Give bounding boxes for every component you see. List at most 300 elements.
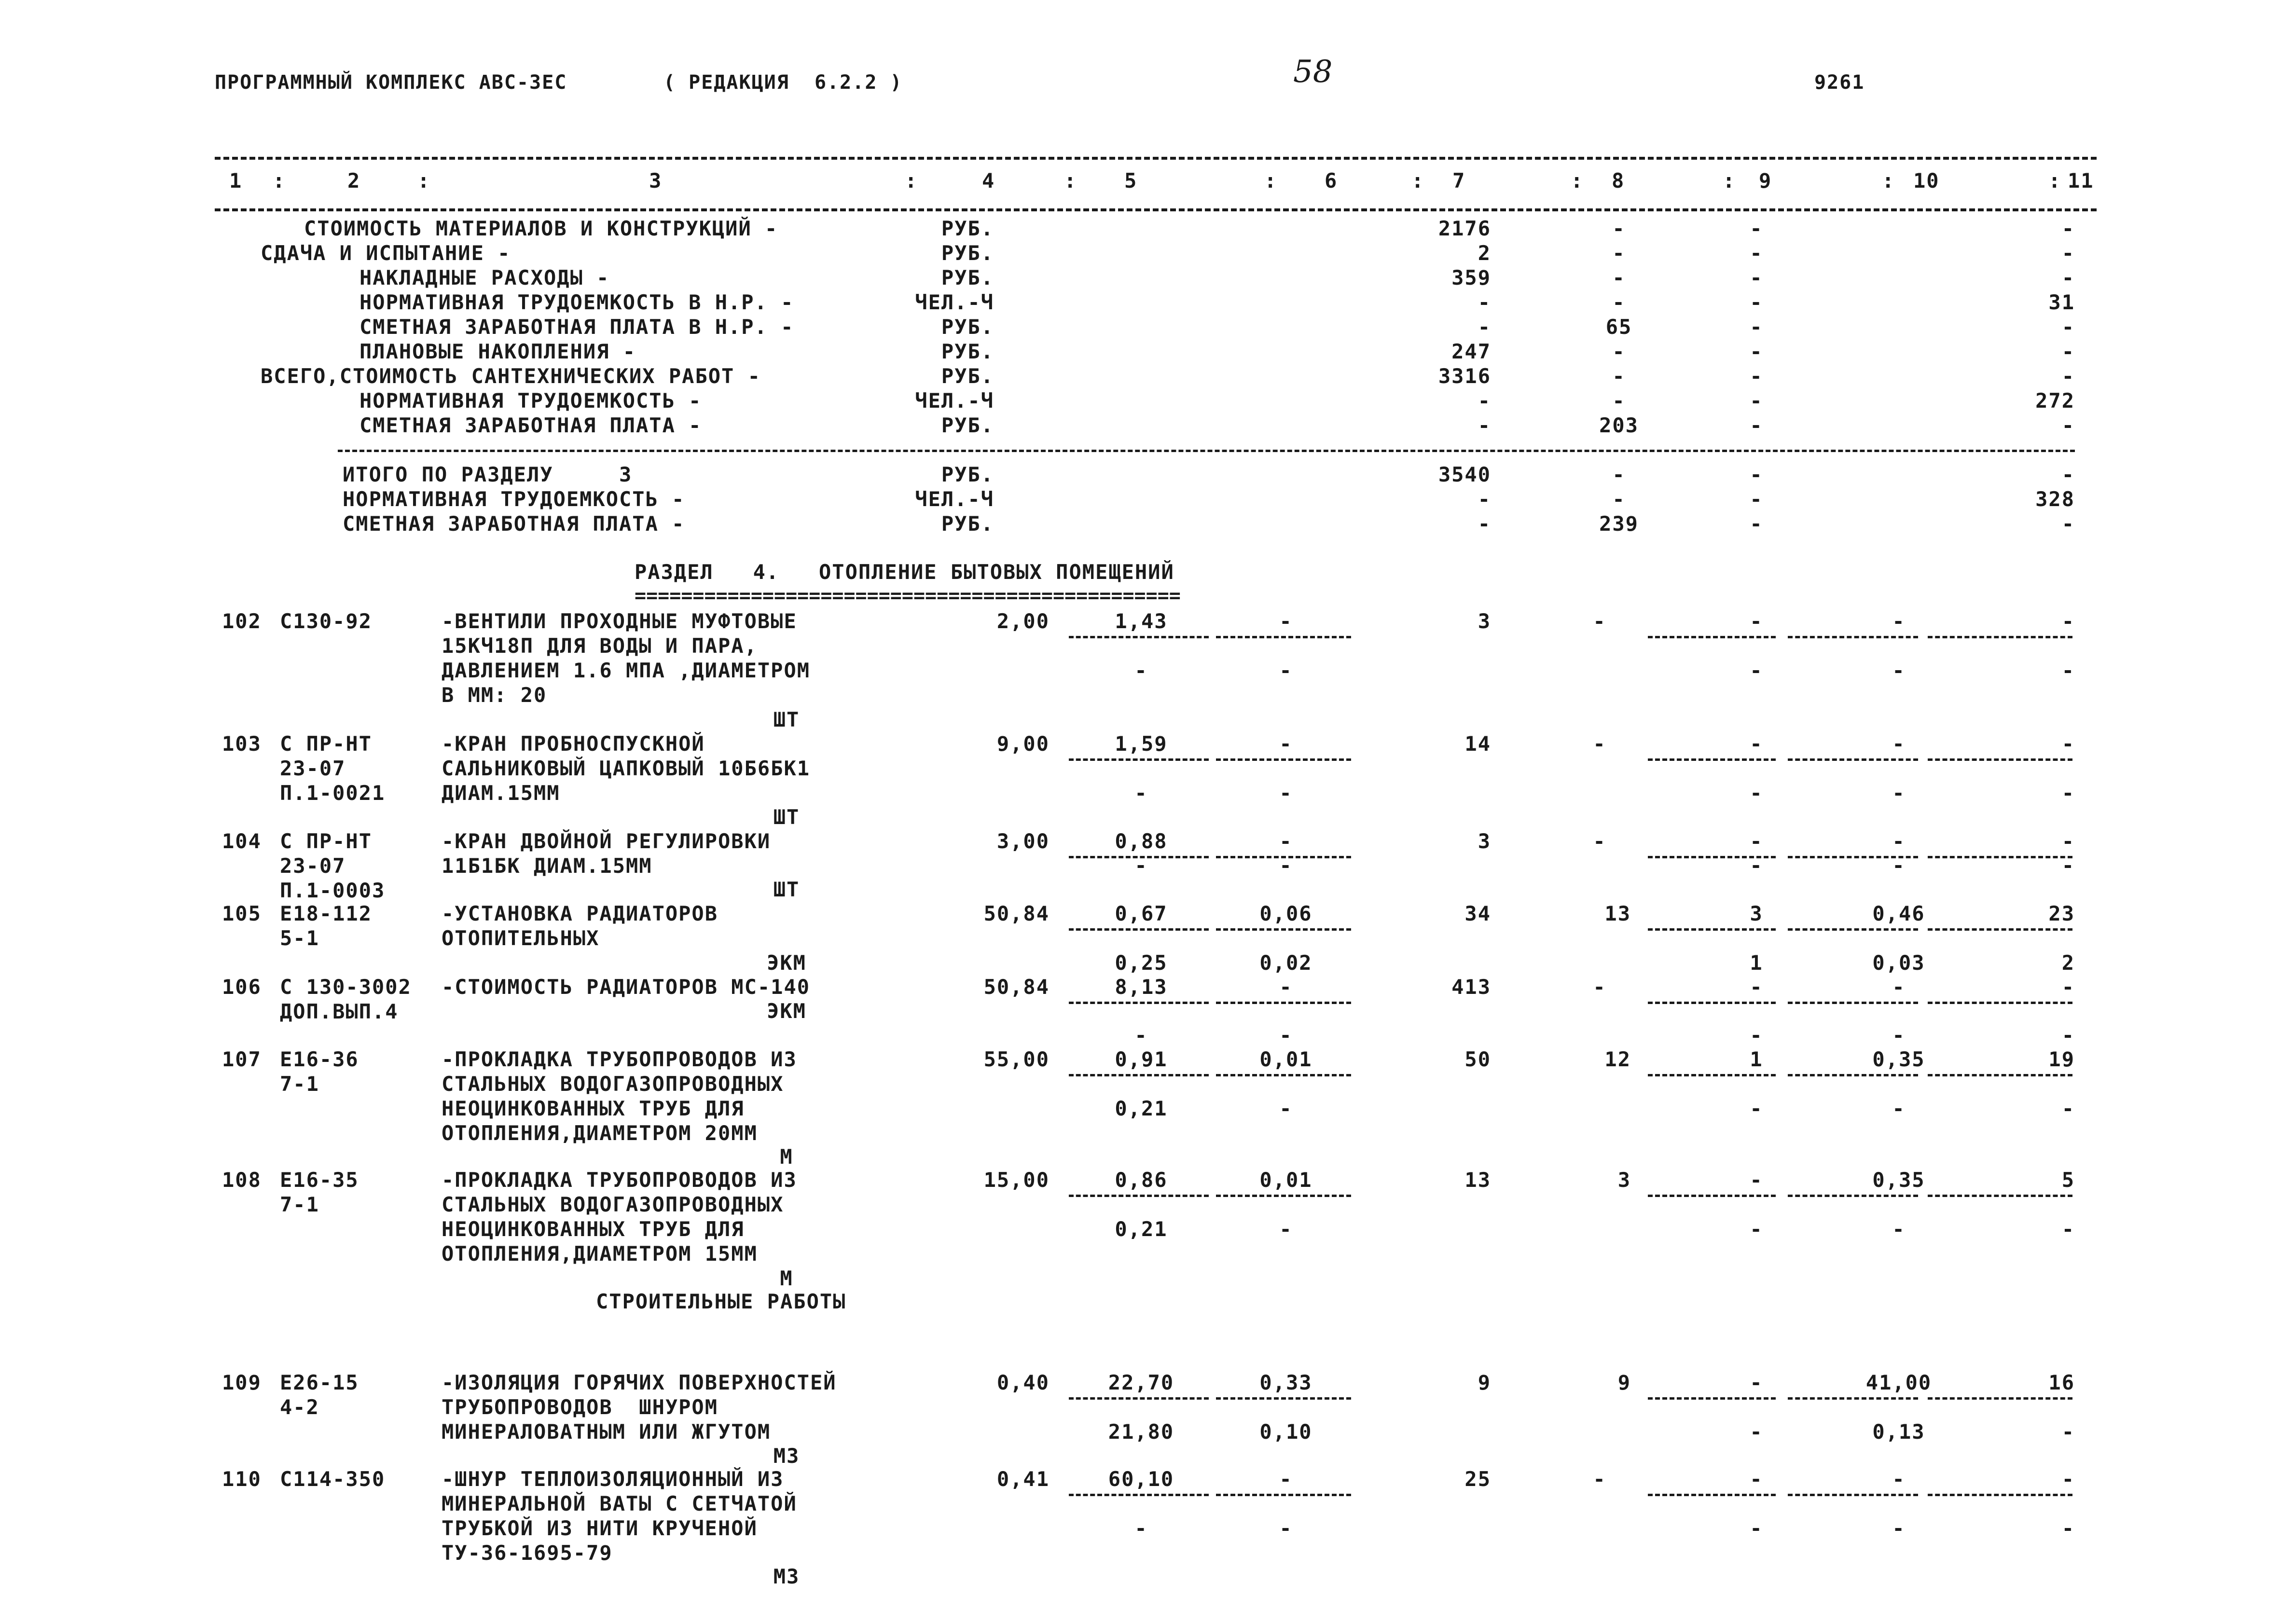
item-labor-total-lower: - (2061, 1420, 2075, 1444)
summary-label: СДАЧА И ИСПЫТАНИЕ - (261, 241, 511, 265)
item-unit-machine: 0,01 (1259, 1168, 1312, 1192)
summary-label: НОРМАТИВНАЯ ТРУДОЕМКОСТЬ В Н.Р. - (359, 290, 794, 314)
item-total-machine: - (1750, 732, 1763, 756)
column-separator: : (1064, 169, 1077, 193)
item-total-machine: - (1750, 1371, 1763, 1394)
item-unit: ЭКМ (767, 951, 806, 975)
cell-divider-line (1788, 1397, 1918, 1400)
item-unit-machine: 0,33 (1259, 1371, 1312, 1394)
item-unit-machine-wage: - (1279, 1217, 1293, 1241)
item-unit-cost: 0,67 (1115, 902, 1168, 925)
summary-cost: - (1478, 290, 1491, 314)
item-unit: М (780, 1145, 793, 1169)
total-unit: ЧЕЛ.-Ч (915, 487, 994, 511)
item-total-cost: 14 (1464, 732, 1491, 756)
item-total-machine-wage: - (1750, 1420, 1763, 1444)
summary-labor: - (2061, 315, 2075, 339)
summary-cost: 359 (1451, 266, 1491, 289)
item-description: СТАЛЬНЫХ ВОДОГАЗОПРОВОДНЫХ (442, 1072, 784, 1096)
summary-unit: РУБ. (941, 340, 994, 363)
column-header-4: 4 (982, 169, 995, 193)
item-total-wage: - (1593, 609, 1606, 633)
item-quantity: 50,84 (983, 902, 1050, 925)
summary-unit: РУБ. (941, 364, 994, 388)
cell-divider-line (1928, 758, 2072, 761)
item-total-machine: - (1750, 829, 1763, 853)
column-header-1: 1 (229, 169, 243, 193)
item-description: -КРАН ДВОЙНОЙ РЕГУЛИРОВКИ (442, 829, 771, 853)
cell-divider-line (1648, 1195, 1776, 1197)
summary-unit: РУБ. (941, 413, 994, 437)
total-label: НОРМАТИВНАЯ ТРУДОЕМКОСТЬ - (343, 487, 685, 511)
summary-label: СТОИМОСТЬ МАТЕРИАЛОВ И КОНСТРУКЦИЙ - (304, 217, 778, 240)
item-labor-unit: - (1892, 975, 1906, 999)
summary-labor: - (2061, 413, 2075, 437)
summary-cost: 3316 (1438, 364, 1491, 388)
total-labor: - (2061, 512, 2075, 536)
summary-unit: РУБ. (941, 266, 994, 289)
item-labor-unit: - (1892, 609, 1906, 633)
item-quantity: 55,00 (983, 1047, 1050, 1071)
item-description: 15КЧ18П ДЛЯ ВОДЫ И ПАРА, (442, 634, 758, 658)
column-header-10: 10 (1913, 169, 1940, 193)
summary-wage: - (1612, 340, 1626, 363)
item-total-machine-wage: - (1750, 1097, 1763, 1120)
item-labor-total: - (2061, 732, 2075, 756)
edition-label: ( РЕДАКЦИЯ 6.2.2 ) (663, 71, 903, 94)
item-labor-unit-lower: 0,13 (1872, 1420, 1925, 1444)
item-unit-machine: 0,01 (1259, 1047, 1312, 1071)
item-labor-unit-lower: - (1892, 1097, 1906, 1120)
item-unit-cost: 0,88 (1115, 829, 1168, 853)
item-labor-total: - (2061, 975, 2075, 999)
item-total-cost: 3 (1478, 829, 1491, 853)
item-description: ОТОПЛЕНИЯ,ДИАМЕТРОМ 15ММ (442, 1242, 758, 1266)
column-separator: : (1264, 169, 1278, 193)
item-description: ДАВЛЕНИЕМ 1.6 МПА ,ДИАМЕТРОМ (442, 659, 811, 682)
cell-divider-line (1928, 1074, 2072, 1076)
total-unit: РУБ. (941, 512, 994, 536)
item-description: -ПРОКЛАДКА ТРУБОПРОВОДОВ ИЗ (442, 1047, 797, 1071)
column-separator: : (273, 169, 286, 193)
item-unit-machine: - (1279, 609, 1293, 633)
item-labor-unit: 0,46 (1872, 902, 1925, 925)
item-total-machine-wage: - (1750, 853, 1763, 877)
item-number: 104 (222, 829, 262, 853)
item-total-wage: 3 (1617, 1168, 1631, 1192)
table-top-rule (215, 157, 2097, 160)
item-unit: М3 (773, 1565, 800, 1588)
summary-label: СМЕТНАЯ ЗАРАБОТНАЯ ПЛАТА - (359, 413, 702, 437)
column-separator: : (905, 169, 918, 193)
item-quantity: 15,00 (983, 1168, 1050, 1192)
cell-divider-line (1788, 1074, 1918, 1076)
item-unit-wage: - (1134, 659, 1148, 682)
item-labor-total: - (2061, 829, 2075, 853)
summary-cost: 2 (1478, 241, 1491, 265)
cell-divider-line (1928, 928, 2072, 931)
cell-divider-line (1648, 758, 1776, 761)
item-total-machine-wage: 1 (1750, 951, 1763, 975)
item-rate-code: 7-1 (280, 1072, 319, 1096)
program-title: ПРОГРАММНЫЙ КОМПЛЕКС АВС-3ЕС (215, 71, 567, 94)
item-description: 11Б1БК ДИАМ.15ММ (442, 854, 652, 878)
item-unit-cost: 1,59 (1115, 732, 1168, 756)
total-label: ИТОГО ПО РАЗДЕЛУ 3 (343, 463, 633, 486)
item-labor-total: - (2061, 1467, 2075, 1491)
item-total-machine: - (1750, 1168, 1763, 1192)
page-number: 58 (1293, 54, 1333, 90)
summary-unit: РУБ. (941, 315, 994, 339)
item-rate-code: 4-2 (280, 1395, 319, 1419)
column-header-9: 9 (1759, 169, 1772, 193)
item-rate-code: 7-1 (280, 1193, 319, 1216)
summary-wage: - (1612, 290, 1626, 314)
item-unit: М3 (773, 1444, 800, 1468)
item-unit-cost: 22,70 (1108, 1371, 1174, 1394)
item-labor-unit-lower: - (1892, 1516, 1906, 1540)
total-wage: - (1612, 463, 1626, 486)
item-rate-code: 5-1 (280, 926, 319, 950)
item-unit-cost: 1,43 (1115, 609, 1168, 633)
summary-separator (338, 450, 2075, 452)
column-separator: : (1411, 169, 1425, 193)
item-unit-machine-wage: - (1279, 853, 1293, 877)
cell-divider-line (1216, 1397, 1351, 1400)
item-unit-wage: 21,80 (1108, 1420, 1174, 1444)
item-rate-code: Е16-36 (280, 1047, 359, 1071)
item-unit-machine: - (1279, 732, 1293, 756)
total-machine: - (1750, 512, 1763, 536)
item-unit: ЭКМ (767, 999, 806, 1023)
total-wage: - (1612, 487, 1626, 511)
item-labor-total-lower: - (2061, 853, 2075, 877)
item-quantity: 0,40 (996, 1371, 1050, 1394)
total-unit: РУБ. (941, 463, 994, 486)
summary-unit: ЧЕЛ.-Ч (915, 389, 994, 413)
summary-wage: - (1612, 389, 1626, 413)
item-labor-total: 19 (2048, 1047, 2075, 1071)
item-number: 110 (222, 1467, 262, 1491)
item-labor-total-lower: - (2061, 1516, 2075, 1540)
item-total-wage: 12 (1604, 1047, 1631, 1071)
item-number: 107 (222, 1047, 262, 1071)
item-description: ДИАМ.15ММ (442, 781, 560, 805)
item-description: -УСТАНОВКА РАДИАТОРОВ (442, 902, 718, 925)
summary-label: НОРМАТИВНАЯ ТРУДОЕМКОСТЬ - (359, 389, 702, 413)
summary-wage: 203 (1599, 413, 1639, 437)
column-separator: : (1723, 169, 1736, 193)
item-total-cost: 13 (1464, 1168, 1491, 1192)
item-total-machine: - (1750, 975, 1763, 999)
item-labor-unit-lower: - (1892, 781, 1906, 805)
cell-divider-line (1648, 928, 1776, 931)
cell-divider-line (1216, 636, 1351, 638)
summary-machine: - (1750, 241, 1763, 265)
item-unit-machine-wage: - (1279, 1516, 1293, 1540)
item-rate-code: 23-07 (280, 757, 346, 780)
cell-divider-line (1788, 1195, 1918, 1197)
item-total-cost: 3 (1478, 609, 1491, 633)
column-header-5: 5 (1124, 169, 1138, 193)
cell-divider-line (1928, 1195, 2072, 1197)
summary-cost: 247 (1451, 340, 1491, 363)
item-total-wage: - (1593, 975, 1606, 999)
item-rate-code: С ПР-НТ (280, 732, 373, 756)
item-unit-machine-wage: - (1279, 659, 1293, 682)
item-number: 102 (222, 609, 262, 633)
summary-machine: - (1750, 364, 1763, 388)
item-number: 108 (222, 1168, 262, 1192)
item-unit-machine-wage: - (1279, 1023, 1293, 1047)
cell-divider-line (1648, 1494, 1776, 1496)
item-rate-code: П.1-0003 (280, 879, 386, 902)
item-unit-wage: 0,21 (1115, 1217, 1168, 1241)
summary-labor: - (2061, 340, 2075, 363)
item-unit: ШТ (773, 878, 800, 901)
summary-machine: - (1750, 340, 1763, 363)
item-labor-unit: 0,35 (1872, 1047, 1925, 1071)
cell-divider-line (1216, 758, 1351, 761)
item-number: 109 (222, 1371, 262, 1394)
item-description: НЕОЦИНКОВАННЫХ ТРУБ ДЛЯ (442, 1097, 745, 1120)
summary-machine: - (1750, 217, 1763, 240)
cell-divider-line (1928, 1002, 2072, 1004)
item-unit: ШТ (773, 708, 800, 731)
item-total-machine-wage: - (1750, 781, 1763, 805)
cell-divider-line (1788, 928, 1918, 931)
total-machine: - (1750, 463, 1763, 486)
summary-machine: - (1750, 389, 1763, 413)
item-rate-code: Е18-112 (280, 902, 373, 925)
item-quantity: 3,00 (996, 829, 1050, 853)
column-header-3: 3 (649, 169, 663, 193)
item-total-machine: 3 (1750, 902, 1763, 925)
summary-label: ВСЕГО,СТОИМОСТЬ САНТЕХНИЧЕСКИХ РАБОТ - (261, 364, 761, 388)
column-header-row (215, 169, 2097, 198)
cell-divider-line (1069, 636, 1209, 638)
item-total-machine: - (1750, 609, 1763, 633)
column-header-rule (215, 208, 2097, 211)
summary-label: ПЛАНОВЫЕ НАКОПЛЕНИЯ - (359, 340, 636, 363)
item-labor-unit: 0,35 (1872, 1168, 1925, 1192)
item-labor-unit-lower: - (1892, 853, 1906, 877)
total-cost: 3540 (1438, 463, 1491, 486)
cell-divider-line (1648, 636, 1776, 638)
item-labor-unit-lower: - (1892, 1217, 1906, 1241)
cell-divider-line (1928, 1397, 2072, 1400)
column-header-11: 11 (2068, 169, 2094, 193)
item-description: -ШНУР ТЕПЛОИЗОЛЯЦИОННЫЙ ИЗ (442, 1467, 784, 1491)
total-cost: - (1478, 512, 1491, 536)
cell-divider-line (1788, 1494, 1918, 1496)
item-unit-wage: 0,21 (1115, 1097, 1168, 1120)
item-labor-total: - (2061, 609, 2075, 633)
summary-unit: РУБ. (941, 241, 994, 265)
item-rate-code: П.1-0021 (280, 781, 386, 805)
item-description: -КРАН ПРОБНОСПУСКНОЙ (442, 732, 705, 756)
item-rate-code: Е26-15 (280, 1371, 359, 1394)
column-separator: : (1882, 169, 1895, 193)
item-total-machine-wage: - (1750, 1023, 1763, 1047)
summary-wage: - (1612, 266, 1626, 289)
summary-machine: - (1750, 266, 1763, 289)
item-labor-total-lower: - (2061, 1097, 2075, 1120)
item-total-machine-wage: - (1750, 1217, 1763, 1241)
item-unit-machine-wage: - (1279, 781, 1293, 805)
item-number: 105 (222, 902, 262, 925)
item-total-wage: 13 (1604, 902, 1631, 925)
column-header-7: 7 (1452, 169, 1466, 193)
item-labor-total-lower: - (2061, 659, 2075, 682)
item-labor-unit-lower: 0,03 (1872, 951, 1925, 975)
item-total-wage: - (1593, 1467, 1606, 1491)
item-quantity: 2,00 (996, 609, 1050, 633)
item-unit-cost: 0,86 (1115, 1168, 1168, 1192)
section-underline: =============================================== (635, 585, 1181, 607)
summary-labor: 31 (2048, 290, 2075, 314)
summary-labor: - (2061, 241, 2075, 265)
cell-divider-line (1788, 758, 1918, 761)
item-description: -СТОИМОСТЬ РАДИАТОРОВ МС-140 (442, 975, 811, 999)
item-labor-total-lower: 2 (2061, 951, 2075, 975)
cell-divider-line (1069, 1074, 1209, 1076)
item-unit-cost: 60,10 (1108, 1467, 1174, 1491)
item-description: -ПРОКЛАДКА ТРУБОПРОВОДОВ ИЗ (442, 1168, 797, 1192)
item-labor-total-lower: - (2061, 1023, 2075, 1047)
cell-divider-line (1928, 636, 2072, 638)
item-rate-code: С114-350 (280, 1467, 386, 1491)
item-description: ОТОПИТЕЛЬНЫХ (442, 926, 600, 950)
cell-divider-line (1216, 1074, 1351, 1076)
total-label: СМЕТНАЯ ЗАРАБОТНАЯ ПЛАТА - (343, 512, 685, 536)
item-unit-machine: - (1279, 1467, 1293, 1491)
summary-cost: - (1478, 315, 1491, 339)
summary-wage: 65 (1605, 315, 1632, 339)
item-total-wage: - (1593, 732, 1606, 756)
item-description: САЛЬНИКОВЫЙ ЦАПКОВЫЙ 10Б6БК1 (442, 757, 811, 780)
item-unit-cost: 8,13 (1115, 975, 1168, 999)
item-unit-wage: - (1134, 1516, 1148, 1540)
total-wage: 239 (1599, 512, 1639, 536)
item-quantity: 50,84 (983, 975, 1050, 999)
summary-cost: - (1478, 389, 1491, 413)
item-description: МИНЕРАЛЬНОЙ ВАТЫ С СЕТЧАТОЙ (442, 1492, 797, 1515)
item-rate-code: С ПР-НТ (280, 829, 373, 853)
item-unit-wage: 0,25 (1115, 951, 1168, 975)
item-total-cost: 34 (1464, 902, 1491, 925)
item-total-machine-wage: - (1750, 1516, 1763, 1540)
section-title: РАЗДЕЛ 4. ОТОПЛЕНИЕ БЫТОВЫХ ПОМЕЩЕНИЙ (635, 560, 1174, 584)
item-total-machine-wage: - (1750, 659, 1763, 682)
item-unit-machine-wage: - (1279, 1097, 1293, 1120)
column-separator: : (2048, 169, 2062, 193)
summary-labor: - (2061, 364, 2075, 388)
item-total-machine: 1 (1750, 1047, 1763, 1071)
cell-divider-line (1069, 1195, 1209, 1197)
item-description: МИНЕРАЛОВАТНЫМ ИЛИ ЖГУТОМ (442, 1420, 771, 1444)
summary-label: СМЕТНАЯ ЗАРАБОТНАЯ ПЛАТА В Н.Р. - (359, 315, 794, 339)
item-description: ТУ-36-1695-79 (442, 1541, 613, 1565)
item-unit-machine: - (1279, 975, 1293, 999)
item-labor-unit-lower: - (1892, 659, 1906, 682)
item-quantity: 9,00 (996, 732, 1050, 756)
item-description: ОТОПЛЕНИЯ,ДИАМЕТРОМ 20ММ (442, 1121, 758, 1145)
summary-labor: 272 (2035, 389, 2075, 413)
total-machine: - (1750, 487, 1763, 511)
cell-divider-line (1216, 1002, 1351, 1004)
item-labor-total-lower: - (2061, 1217, 2075, 1241)
summary-cost: - (1478, 413, 1491, 437)
item-quantity: 0,41 (996, 1467, 1050, 1491)
item-number: 106 (222, 975, 262, 999)
summary-wage: - (1612, 241, 1626, 265)
cell-divider-line (1216, 928, 1351, 931)
item-description: -ВЕНТИЛИ ПРОХОДНЫЕ МУФТОВЫЕ (442, 609, 797, 633)
item-total-cost: 413 (1451, 975, 1491, 999)
item-unit: ШТ (773, 805, 800, 829)
summary-wage: - (1612, 217, 1626, 240)
column-separator: : (1571, 169, 1584, 193)
total-cost: - (1478, 487, 1491, 511)
cell-divider-line (1069, 1002, 1209, 1004)
summary-cost: 2176 (1438, 217, 1491, 240)
total-labor: - (2061, 463, 2075, 486)
cell-divider-line (1069, 1494, 1209, 1496)
item-unit-machine-wage: 0,02 (1259, 951, 1312, 975)
item-labor-unit: - (1892, 1467, 1906, 1491)
summary-machine: - (1750, 413, 1763, 437)
item-unit-machine: - (1279, 829, 1293, 853)
cell-divider-line (1648, 1002, 1776, 1004)
cell-divider-line (1648, 1397, 1776, 1400)
item-description: ТРУБОПРОВОДОВ ШНУРОМ (442, 1395, 718, 1419)
item-rate-code: ДОП.ВЫП.4 (280, 1000, 399, 1023)
total-labor: 328 (2035, 487, 2075, 511)
item-total-cost: 25 (1464, 1467, 1491, 1491)
cell-divider-line (1069, 758, 1209, 761)
item-unit-machine-wage: 0,10 (1259, 1420, 1312, 1444)
column-header-8: 8 (1612, 169, 1625, 193)
summary-labor: - (2061, 266, 2075, 289)
item-description: ТРУБКОЙ ИЗ НИТИ КРУЧЕНОЙ (442, 1516, 758, 1540)
item-unit-wage: - (1134, 853, 1148, 877)
cell-divider-line (1648, 1074, 1776, 1076)
column-header-2: 2 (347, 169, 361, 193)
item-description: НЕОЦИНКОВАННЫХ ТРУБ ДЛЯ (442, 1217, 745, 1241)
cell-divider-line (1069, 1397, 1209, 1400)
item-total-wage: - (1593, 829, 1606, 853)
item-unit-wage: - (1134, 1023, 1148, 1047)
subsection-title: СТРОИТЕЛЬНЫЕ РАБОТЫ (596, 1290, 846, 1313)
item-unit-machine: 0,06 (1259, 902, 1312, 925)
summary-label: НАКЛАДНЫЕ РАСХОДЫ - (359, 266, 610, 289)
item-labor-unit: 41,00 (1865, 1371, 1932, 1394)
item-rate-code: С130-92 (280, 609, 373, 633)
item-unit-wage: - (1134, 781, 1148, 805)
item-labor-unit: - (1892, 732, 1906, 756)
cell-divider-line (1788, 1002, 1918, 1004)
item-labor-total-lower: - (2061, 781, 2075, 805)
cell-divider-line (1788, 636, 1918, 638)
item-rate-code: С 130-3002 (280, 975, 412, 999)
cell-divider-line (1069, 928, 1209, 931)
cell-divider-line (1216, 1195, 1351, 1197)
item-unit-cost: 0,91 (1115, 1047, 1168, 1071)
item-labor-total: 16 (2048, 1371, 2075, 1394)
column-header-6: 6 (1325, 169, 1338, 193)
item-labor-total: 23 (2048, 902, 2075, 925)
